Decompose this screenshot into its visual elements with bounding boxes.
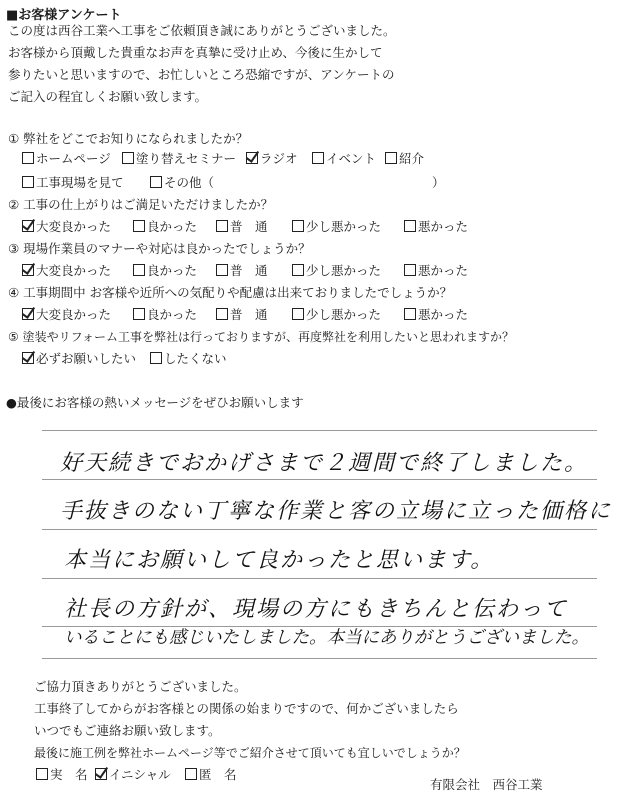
option-site-visit[interactable] (22, 176, 124, 190)
option-slightly-bad[interactable] (292, 264, 381, 278)
intro-line: 参りたいと思いますので、お忙しいところ恐縮ですが、アンケートの (8, 67, 395, 82)
option-label: イニシャル (109, 767, 171, 782)
question-4: ④ 工事期間中 お客様や近所への気配りや配慮は出来ておりましたでしょうか？ (8, 285, 453, 300)
checkbox[interactable] (36, 768, 48, 780)
option-bad[interactable] (404, 220, 468, 234)
option-bad[interactable] (404, 308, 468, 322)
other-close-paren: ） (432, 175, 445, 190)
handwritten-line: 本当にお願いして良かったと思います。 (64, 548, 495, 573)
option-referral[interactable] (385, 152, 424, 166)
option-label: ラジオ (260, 151, 298, 166)
checkbox-checked[interactable] (22, 264, 34, 276)
checkbox[interactable] (216, 220, 228, 232)
option-label: 必ずお願いしたい (36, 351, 137, 366)
question-1: ① 弊社をどこでお知りになられましたか？ (8, 131, 249, 146)
option-bad[interactable] (404, 264, 468, 278)
checkbox[interactable] (292, 308, 304, 320)
handwritten-line: いることにも感じいたしました。本当にありがとうございました。 (64, 628, 589, 648)
checkbox-checked[interactable] (22, 220, 34, 232)
question-3: ③ 現場作業員のマナーや対応は良かったでしょうか？ (8, 241, 311, 256)
option-initials[interactable] (95, 768, 171, 782)
option-definitely[interactable] (22, 352, 136, 366)
writing-line (42, 430, 597, 431)
checkbox[interactable] (292, 220, 304, 232)
checkbox[interactable] (22, 152, 34, 164)
checkbox[interactable] (404, 308, 416, 320)
option-label: 少し悪かった (306, 307, 382, 322)
handwritten-line: 好天続きでおかげさまで２週間で終了しました。 (60, 451, 589, 476)
survey-title: ■お客様アンケート (6, 8, 122, 23)
checkbox[interactable] (150, 352, 162, 364)
option-other[interactable] (150, 176, 214, 190)
option-seminar[interactable] (122, 152, 236, 166)
checkbox-checked[interactable] (95, 768, 107, 780)
option-good[interactable] (133, 264, 197, 278)
option-very-good[interactable] (22, 264, 111, 278)
checkbox[interactable] (133, 220, 145, 232)
question-2: ② 工事の仕上がりはご満足いただけましたか？ (8, 197, 274, 212)
footer-line: 工事終了してからがお客様との関係の始まりですので、何かございましたら (34, 701, 459, 716)
option-slightly-bad[interactable] (292, 308, 381, 322)
message-heading: ●最後にお客様の熱いメッセージをぜひお願いします (6, 395, 304, 410)
option-average[interactable] (216, 220, 268, 234)
option-radio[interactable] (246, 152, 298, 166)
footer-line: 最後に施工例を弊社ホームページ等でご紹介させて頂いても宜しいでしょうか？ (34, 746, 466, 760)
option-label: ホームページ (36, 151, 111, 166)
footer-line: ご協力頂きありがとうございました。 (34, 679, 247, 694)
option-label: 大変良かった (36, 263, 112, 278)
option-label: 紹介 (399, 151, 425, 166)
writing-line (42, 529, 597, 530)
checkbox[interactable] (404, 220, 416, 232)
option-label: 少し悪かった (306, 219, 382, 234)
checkbox-checked[interactable] (22, 308, 34, 320)
option-label: その他（ (164, 175, 215, 190)
checkbox[interactable] (216, 264, 228, 276)
option-average[interactable] (216, 264, 268, 278)
option-label: 匿 名 (199, 767, 237, 782)
option-label: 普 通 (230, 219, 268, 234)
checkbox[interactable] (404, 264, 416, 276)
option-label: 少し悪かった (306, 263, 382, 278)
option-good[interactable] (133, 308, 197, 322)
writing-line (42, 578, 597, 579)
option-very-good[interactable] (22, 220, 111, 234)
checkbox[interactable] (185, 768, 197, 780)
option-label: イベント (326, 151, 377, 166)
option-label: 工事現場を見て (36, 175, 124, 190)
handwritten-line: 手抜きのない丁寧な作業と客の立場に立った価格に (60, 499, 613, 524)
option-real-name[interactable] (36, 768, 88, 782)
writing-line (42, 658, 597, 659)
handwritten-line: 社長の方針が、現場の方にもきちんと伝わって (64, 597, 568, 622)
option-very-good[interactable] (22, 308, 111, 322)
intro-line: お客様から頂戴した貴重なお声を真摯に受け止め、今後に生かして (8, 45, 383, 60)
option-label: 大変良かった (36, 307, 112, 322)
option-homepage[interactable] (22, 152, 111, 166)
checkbox[interactable] (22, 176, 34, 188)
option-event[interactable] (312, 152, 376, 166)
option-label: 良かった (147, 219, 198, 234)
company-name: 有限会社 西谷工業 (430, 777, 543, 792)
checkbox-checked[interactable] (22, 352, 34, 364)
option-slightly-bad[interactable] (292, 220, 381, 234)
option-label: 悪かった (418, 219, 469, 234)
checkbox[interactable] (133, 308, 145, 320)
option-label: 大変良かった (36, 219, 112, 234)
question-5: ⑤ 塗装やリフォーム工事を弊社は行っておりますが、再度弊社を利用したいと思われますか？ (8, 330, 514, 344)
option-label: 悪かった (418, 307, 469, 322)
option-label: 良かった (147, 263, 198, 278)
checkbox[interactable] (133, 264, 145, 276)
option-label: したくない (164, 351, 227, 366)
intro-line: この度は西谷工業へ工事をご依頼頂き誠にありがとうございました。 (8, 23, 396, 38)
option-label: 普 通 (230, 263, 268, 278)
checkbox[interactable] (150, 176, 162, 188)
checkbox[interactable] (122, 152, 134, 164)
option-label: 良かった (147, 307, 198, 322)
writing-line (42, 479, 597, 480)
option-label: 悪かった (418, 263, 469, 278)
option-label: 実 名 (50, 767, 88, 782)
option-no[interactable] (150, 352, 227, 366)
option-label: 普 通 (230, 307, 268, 322)
checkbox[interactable] (216, 308, 228, 320)
checkbox[interactable] (385, 152, 397, 164)
option-label: 塗り替えセミナー (136, 151, 237, 166)
option-anonymous[interactable] (185, 768, 237, 782)
footer-line: いつでもご連絡お願い致します。 (34, 723, 221, 738)
option-average[interactable] (216, 308, 268, 322)
checkbox[interactable] (292, 264, 304, 276)
checkbox-checked[interactable] (246, 152, 258, 164)
intro-line: ご記入の程宜しくお願い致します。 (8, 89, 208, 104)
checkbox[interactable] (312, 152, 324, 164)
option-good[interactable] (133, 220, 197, 234)
